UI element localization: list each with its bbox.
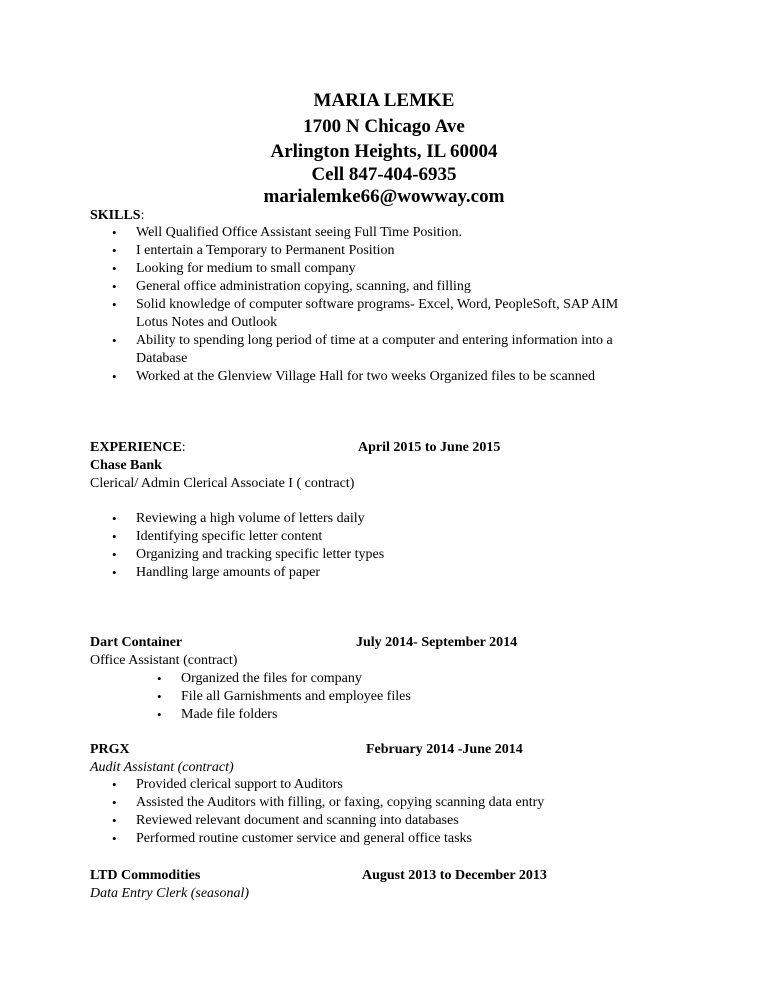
list-item: • Provided clerical support to Auditors [112,777,343,792]
list-item: • Well Qualified Office Assistant seeing Full Time Position. [112,225,463,240]
address-street: 1700 N Chicago Ave [303,116,465,137]
list-item: • Made file folders [157,707,278,722]
job-duties-list [157,670,411,724]
job-dates: July 2014- September 2014 [356,635,518,650]
list-item: • Reviewing a high volume of letters daily [112,511,365,526]
list-item: • Worked at the Glenview Village Hall for two weeks Organized files to be scanned [112,369,595,384]
phone-number: Cell 847-404-6935 [311,164,457,185]
list-item-continuation: Database [136,351,188,366]
list-item: • Looking for medium to small company [112,261,356,276]
job-dates: August 2013 to December 2013 [362,868,547,883]
job-title: Audit Assistant (contract) [90,760,234,775]
job-duties-list [112,776,545,848]
list-item: • Reviewed relevant document and scanning into databases [112,813,459,828]
list-item: • Assisted the Auditors with filling, or faxing, copying scanning data entry [112,795,545,810]
list-item: • Identifying specific letter content [112,529,323,544]
list-item: • Performed routine customer service and general office tasks [112,831,472,846]
skills-heading: SKILLS: [90,208,145,223]
list-item: • Organized the files for company [157,671,362,686]
job-title: Clerical/ Admin Clerical Associate I ( contract) [90,476,355,491]
job-company: PRGX [90,742,130,757]
job-company: LTD Commodities [90,868,201,883]
list-item: • I entertain a Temporary to Permanent Position [112,243,395,258]
job-dates: April 2015 to June 2015 [358,440,501,455]
list-item: • Handling large amounts of paper [112,565,321,580]
job-title: Data Entry Clerk (seasonal) [90,886,250,901]
list-item: • General office administration copying, scanning, and filling [112,279,471,294]
skills-list [112,224,619,386]
job-dates: February 2014 -June 2014 [366,742,523,757]
list-item: • Organizing and tracking specific letter types [112,547,385,562]
list-item: • Ability to spending long period of time at a computer and entering information into a [112,333,613,348]
job-company: Chase Bank [90,458,162,473]
list-item: • File all Garnishments and employee files [157,689,411,704]
list-item: • Solid knowledge of computer software programs- Excel, Word, PeopleSoft, SAP AIM [112,297,619,312]
job-duties-list [112,510,385,582]
job-title: Office Assistant (contract) [90,653,238,668]
list-item-continuation: Lotus Notes and Outlook [136,315,278,330]
address-city: Arlington Heights, IL 60004 [270,141,498,162]
email-address[interactable]: marialemke66@wowway.com [263,186,505,207]
applicant-name: MARIA LEMKE [313,90,455,111]
job-company: Dart Container [90,635,183,650]
experience-heading: EXPERIENCE: [90,440,186,455]
